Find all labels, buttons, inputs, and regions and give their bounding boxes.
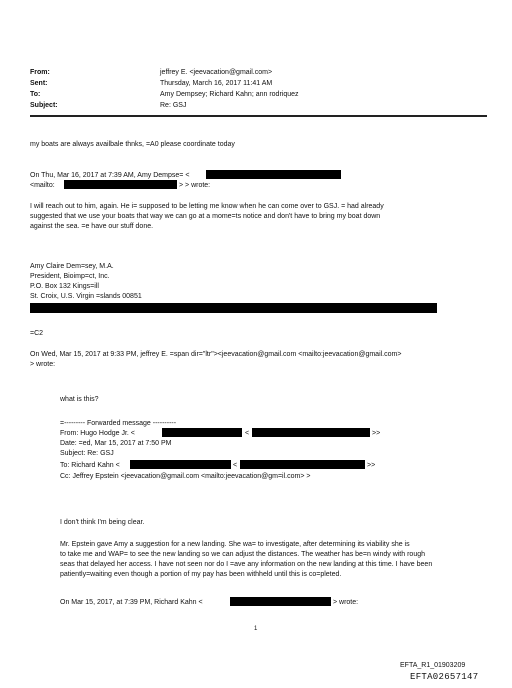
hugo-paragraph-line2: to take me and WAP= to see the new landing so we can adjust the distances. The weather has be=n windy with rough — [60, 551, 425, 558]
signature-title: President, Bioimp=ct, Inc. — [30, 273, 110, 280]
subject-value: Re: GSJ — [160, 102, 187, 109]
forwarded-header: =--------- Forwarded message ---------- — [60, 420, 177, 427]
subject-label: Subject: — [30, 102, 58, 109]
c2-text: =C2 — [30, 330, 44, 337]
quote3-end: > wrote: — [333, 599, 359, 606]
signature-name: Amy Claire Dem=sey, M.A. — [30, 263, 114, 270]
what-is-this: what is this? — [60, 396, 99, 403]
sent-value: Thursday, March 16, 2017 11:41 AM — [160, 80, 273, 87]
forwarded-to-end: >> — [367, 462, 376, 469]
hugo-paragraph-line3: seas that delayed her access. I have not seen nor do I =ave any information on the new landing at this time. I have been — [60, 561, 433, 568]
quote2-line2: > wrote: — [30, 361, 56, 368]
quote1-line2a: <mailto: — [30, 182, 55, 189]
forwarded-date: Date: =ed, Mar 15, 2017 at 7:50 PM — [60, 440, 172, 447]
forwarded-from-end: >> — [372, 430, 381, 437]
amy-paragraph-line3: against the sea. =e have our stuff done. — [30, 223, 154, 230]
signature-location: St. Croix, U.S. Virgin =slands 00851 — [30, 293, 142, 300]
not-clear-line: I don't think I'm being clear. — [60, 519, 145, 526]
forwarded-cc: Cc: Jeffrey Epstein <jeevacation@gmail.com <mailto:jeevacation@gm=il.com> > — [60, 473, 311, 480]
quote3-line: On Mar 15, 2017, at 7:39 PM, Richard Kahn < — [60, 599, 203, 606]
to-value: Amy Dempsey; Richard Kahn; ann rodriquez — [160, 91, 299, 98]
redaction-bar — [252, 428, 370, 437]
signature-po-box: P.O. Box 132 Kings=ill — [30, 283, 99, 290]
forwarded-from-mid: < — [245, 430, 250, 437]
redaction-bar — [240, 460, 365, 469]
sent-label: Sent: — [30, 80, 48, 87]
redaction-bar — [64, 180, 177, 189]
hugo-paragraph-line1: Mr. Epstein gave Amy a suggestion for a new landing. She wa= to investigate, after determining its viability she is — [60, 541, 410, 548]
redaction-bar — [130, 460, 231, 469]
page-number: 1 — [254, 626, 258, 632]
doc-id-large: EFTA02657147 — [410, 672, 479, 682]
quote2-line1: On Wed, Mar 15, 2017 at 9:33 PM, jeffrey E. =span dir="ltr"><jeevacation@gmail.com <mailto:jeevacation@gmail.com> — [30, 351, 402, 358]
header-divider — [30, 115, 487, 117]
from-label: From: — [30, 69, 50, 76]
forwarded-subject: Subject: Re: GSJ — [60, 450, 114, 457]
redaction-bar — [230, 597, 331, 606]
forwarded-to: To: Richard Kahn < — [60, 462, 120, 469]
doc-id-small: EFTA_R1_01903209 — [400, 662, 466, 669]
amy-paragraph-line1: I will reach out to him, again. He i= supposed to be letting me know when he can come over to GSJ. = had already — [30, 203, 384, 210]
reply-line: my boats are always availbale thnks, =A0 please coordinate today — [30, 141, 235, 148]
quote1-line2b: > > wrote: — [179, 182, 211, 189]
redaction-bar — [206, 170, 341, 179]
hugo-paragraph-line4: patiently=waiting even though a portion of my pay has been withheld until this is co=pleted. — [60, 571, 342, 578]
quote1-line1: On Thu, Mar 16, 2017 at 7:39 AM, Amy Dempse= < — [30, 172, 190, 179]
forwarded-from: From: Hugo Hodge Jr. < — [60, 430, 135, 437]
forwarded-to-mid: < — [233, 462, 238, 469]
to-label: To: — [30, 91, 41, 98]
redaction-bar — [162, 428, 242, 437]
from-value: jeffrey E. <jeevacation@gmail.com> — [160, 69, 273, 76]
redaction-bar — [30, 303, 437, 313]
amy-paragraph-line2: suggested that we use your boats that way we can go at a mome=ts notice and don't have to bring my boat down — [30, 213, 381, 220]
